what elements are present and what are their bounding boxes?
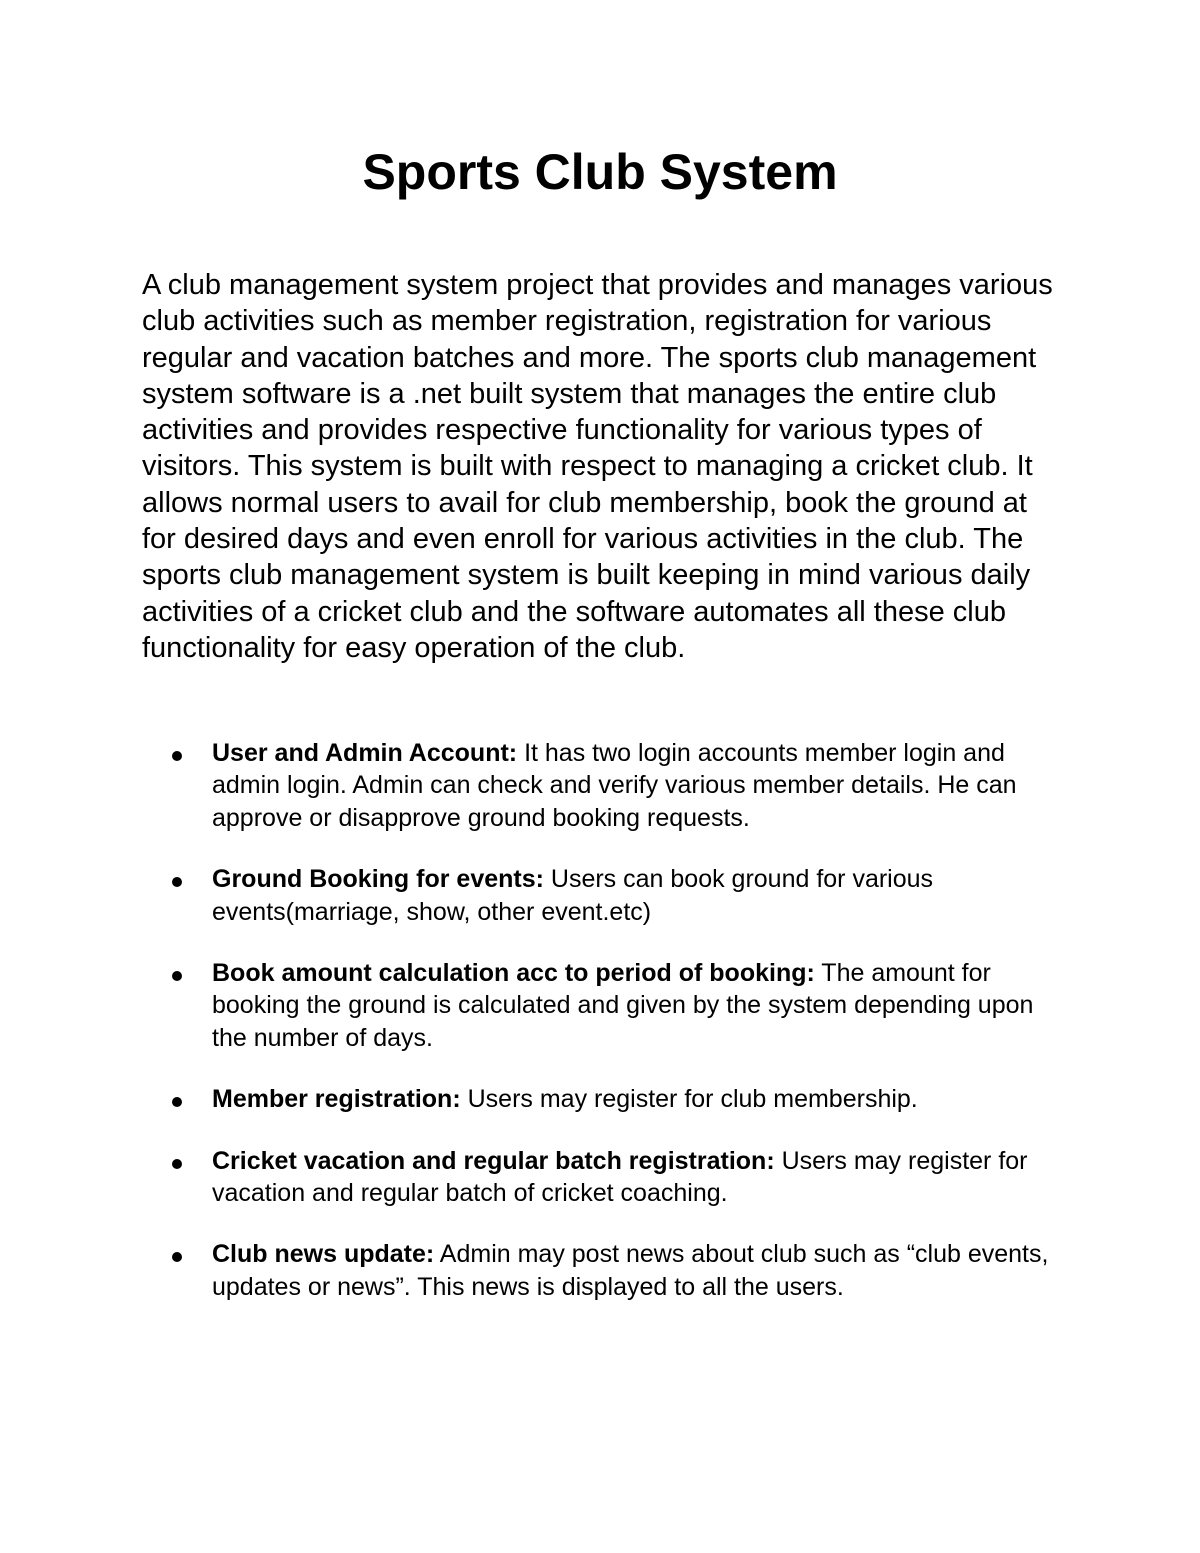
list-item: [0, 1083, 1200, 1115]
feature-list: [0, 737, 1200, 1332]
feature-description: The amount for booking the ground is calculated and given by the system depending upon the number of days.: [212, 959, 1034, 1052]
intro-paragraph: A club management system project that provides and manages various club activities such as member registration, registration for various regular and vacation batches and more. The sports club management system software is a .net built system that manages the entire club activities and provides respective functionality for various types of visitors. This system is built with respect to managing a cricket club. It allows normal users to avail for club membership, book the ground at for desired days and even enroll for various activities in the club. The sports club management system is built keeping in mind various daily activities of a cricket club and the software automates all these club functionality for easy operation of the club.: [142, 269, 1053, 664]
bullet-icon: [172, 1252, 182, 1262]
feature-text: [212, 1145, 1072, 1210]
feature-description: Users may register for club membership.: [460, 1085, 918, 1114]
list-item: [0, 863, 1200, 928]
feature-text: [212, 957, 1072, 1054]
page-title: Sports Club System: [362, 144, 838, 200]
list-item: [0, 1238, 1200, 1303]
feature-description: Users may register for vacation and regular batch of cricket coaching.: [212, 1146, 1028, 1208]
feature-description: It has two login accounts member login and admin login. Admin can check and verify various member details. He can approve or disapprove ground booking requests.: [212, 739, 1017, 832]
feature-name: Cricket vacation and regular batch registration:: [212, 1146, 775, 1175]
feature-text: [212, 863, 1072, 928]
feature-text: [212, 1238, 1072, 1303]
bullet-icon: [172, 877, 182, 887]
feature-name: Book amount calculation acc to period of booking:: [212, 959, 815, 988]
feature-text: [212, 1083, 1072, 1115]
feature-description: Users can book ground for various events(marriage, show, other event.etc): [212, 865, 934, 926]
bullet-icon: [172, 1159, 182, 1169]
bullet-icon: [172, 751, 182, 761]
list-item: [0, 737, 1200, 834]
list-item: [0, 1145, 1200, 1210]
bullet-icon: [172, 971, 182, 981]
feature-name: User and Admin Account:: [212, 739, 518, 767]
feature-text: [212, 737, 1072, 834]
feature-name: Member registration:: [212, 1085, 461, 1114]
feature-name: Ground Booking for events:: [212, 865, 544, 894]
feature-description: Admin may post news about club such as “club events, updates or news”. This news is displayed to all the users.: [212, 1240, 1049, 1301]
bullet-icon: [172, 1097, 182, 1107]
list-item: [0, 957, 1200, 1054]
feature-name: Club news update:: [212, 1240, 435, 1269]
